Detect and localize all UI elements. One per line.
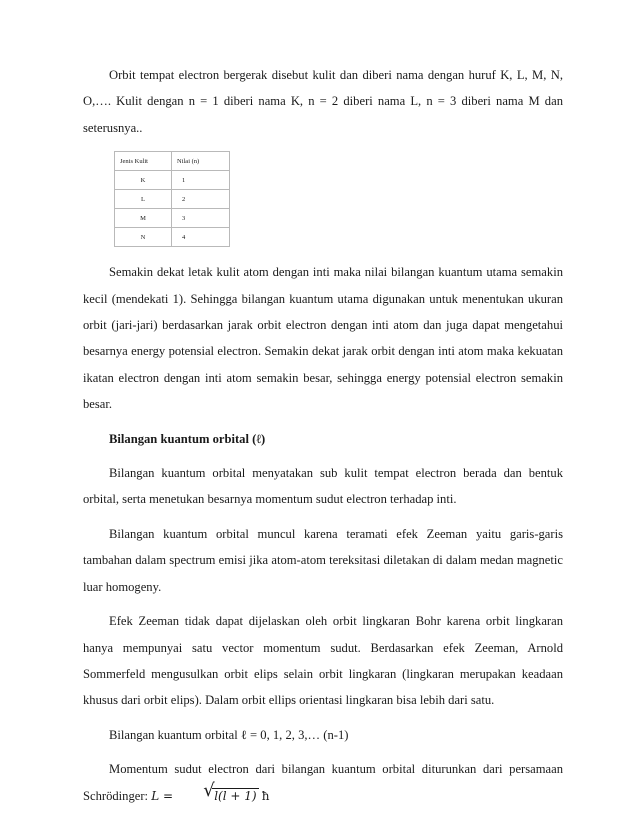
momentum-text: Momentum sudut electron dari bilangan kuantum orbital diturunkan dari persamaan Schrödinger:: [83, 762, 563, 803]
formula-hbar: ħ: [261, 788, 270, 803]
formula-radicand: l(l + 1): [214, 788, 257, 803]
paragraph-nilai-l: Bilangan kuantum orbital ℓ = 0, 1, 2, 3,… (n-1): [109, 727, 349, 742]
table-row: [115, 171, 230, 190]
formula-lhs: L =: [151, 788, 174, 803]
table-cell-nilai: 3: [172, 209, 230, 228]
kulit-table: [114, 151, 230, 247]
paragraph-zeeman-effect: Bilangan kuantum orbital muncul karena teramati efek Zeeman yaitu garis-garis tambahan dalam spectrum emisi jika atom-atom tereksitasi diletakan di dalam medan magnetic luar homogeny.: [83, 526, 563, 594]
table-cell-kulit: N: [115, 228, 172, 247]
table-cell-nilai: 1: [172, 171, 230, 190]
paragraph-kulit-inti: Semakin dekat letak kulit atom dengan inti maka nilai bilangan kuantum utama semakin kecil (mendekati 1). Sehingga bilangan kuantum utama digunakan untuk menentukan ukuran orbit (jari-jari) berdasarkan jarak orbit electron dengan inti atom dan juga dapat mengetahui besarnya energy potensial electron. Semakin dekat jarak orbit dengan inti atom maka kekuatan ikatan electron dengan inti atom semakin besar, sehingga energy potensial electron semakin besar.: [83, 265, 563, 412]
paragraph-momentum-sudut: [83, 756, 563, 809]
table-row: [115, 209, 230, 228]
table-cell-nilai: 2: [172, 190, 230, 209]
table-jenis-kulit: [114, 151, 563, 247]
paragraph-orbit-kulit: Orbit tempat electron bergerak disebut kulit dan diberi nama dengan huruf K, L, M, N, O,…. Kulit dengan n = 1 diberi nama K, n = 2 diberi nama L, n = 3 diberi nama M dan seterusnya..: [83, 68, 563, 135]
formula-sqrt: [178, 779, 258, 809]
sqrt-sign-icon: √: [203, 779, 215, 801]
table-row: [115, 228, 230, 247]
table-header-jenis-kulit: Jenis Kulit: [115, 152, 172, 171]
table-cell-kulit: L: [115, 190, 172, 209]
table-cell-kulit: K: [115, 171, 172, 190]
table-cell-nilai: 4: [172, 228, 230, 247]
table-row: [115, 190, 230, 209]
paragraph-orbital-definisi: Bilangan kuantum orbital menyatakan sub kulit tempat electron berada dan bentuk orbital, serta menetukan besarnya momentum sudut electron terhadap inti.: [83, 466, 563, 507]
table-header-nilai-n: Nilai (n): [172, 152, 230, 171]
table-header-row: [115, 152, 230, 171]
document-page: [83, 62, 563, 809]
section-heading-orbital: Bilangan kuantum orbital (ℓ): [109, 431, 266, 446]
paragraph-sommerfeld: Efek Zeeman tidak dapat dijelaskan oleh orbit lingkaran Bohr karena orbit lingkaran hanya mempunyai satu vector momentum sudut. Berdasarkan efek Zeeman, Arnold Sommerfeld mengusulkan orbit elips selain orbit lingkaran (lingkaran merupakan keadaan khusus dari orbit elips). Dalam orbit ellips orientasi lingkaran bisa lebih dari satu.: [83, 614, 563, 708]
table-cell-kulit: M: [115, 209, 172, 228]
